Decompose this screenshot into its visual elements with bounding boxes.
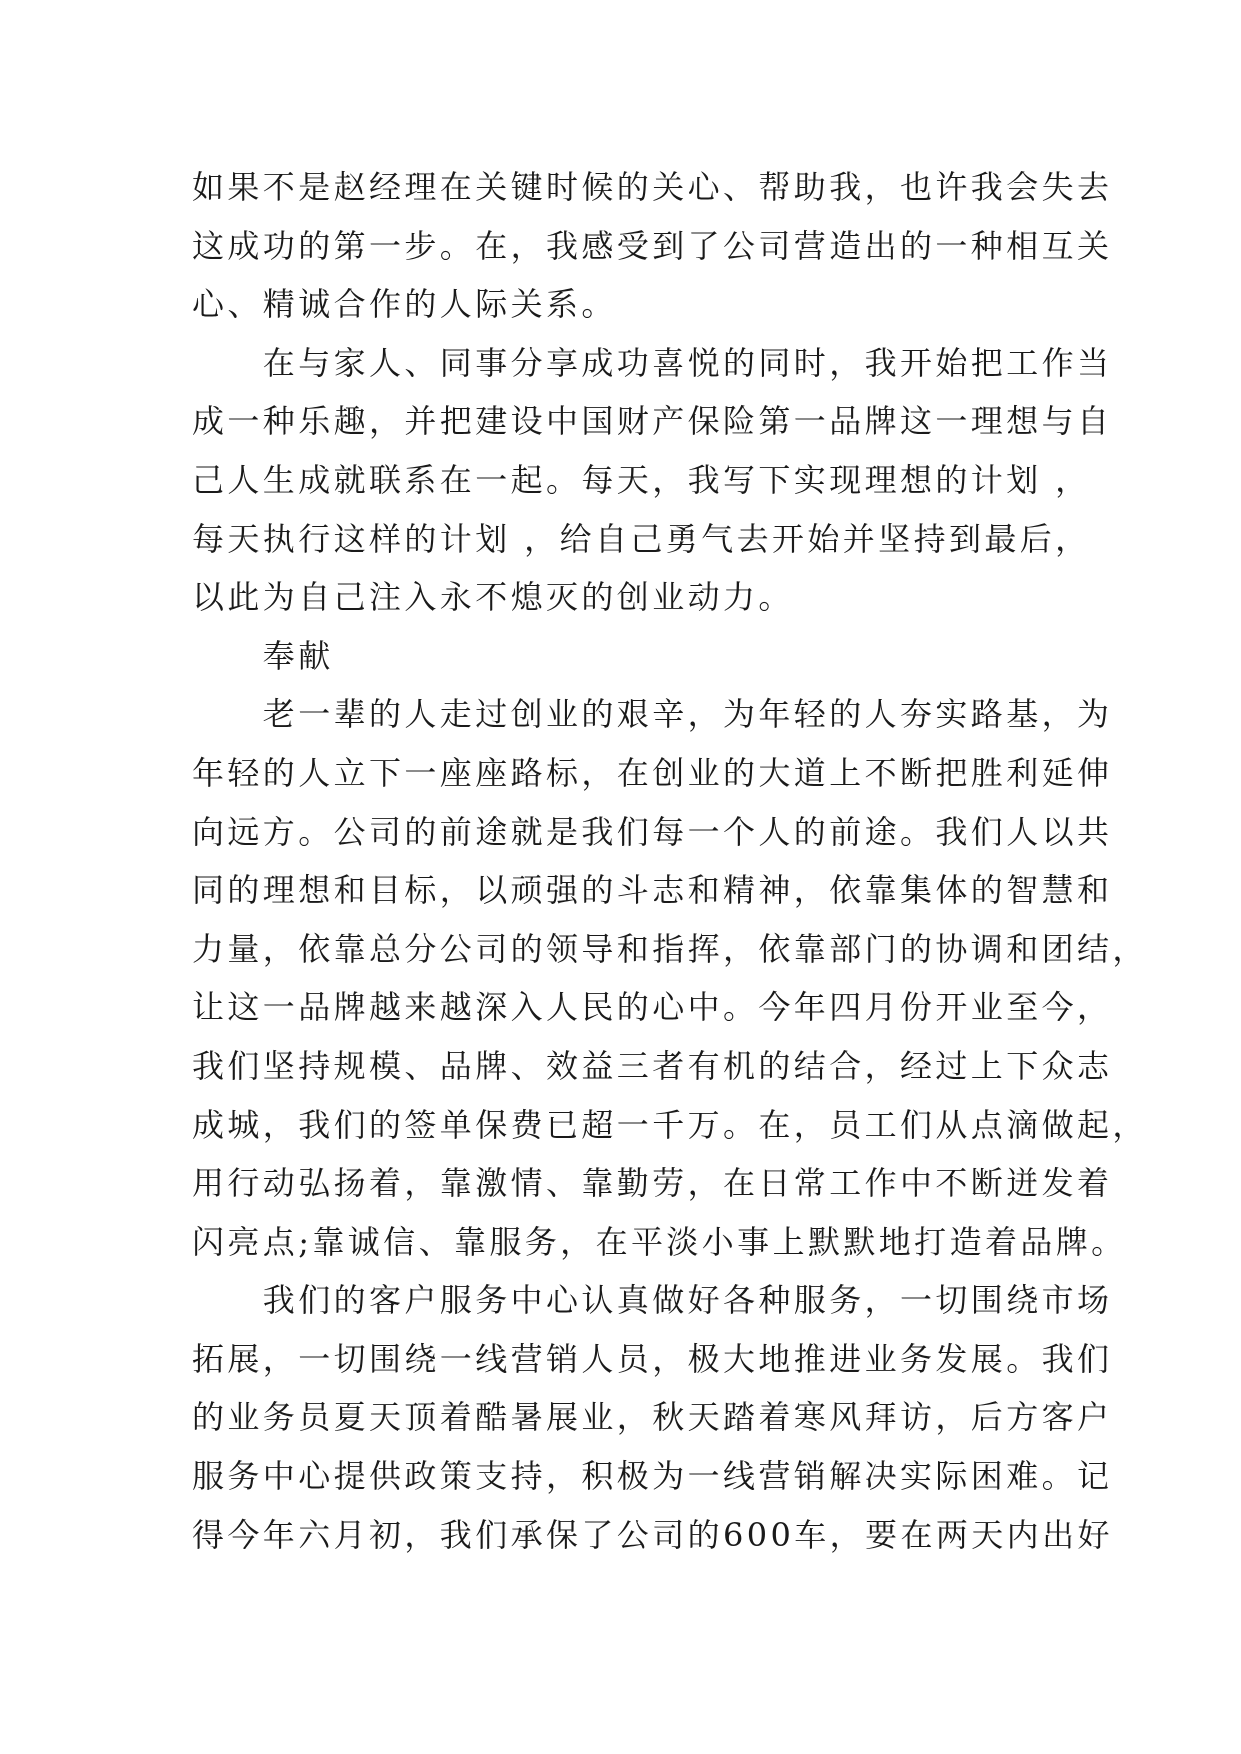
text-line: 每天执行这样的计划 ，给自己勇气去开始并坚持到最后， — [192, 519, 1091, 558]
text-line: 以此为自己注入永不熄灭的创业动力。 — [192, 578, 794, 617]
text-line: 我们坚持规模、品牌、效益三者有机的结合，经过上下众志 — [192, 1046, 1113, 1085]
text-line: 用行动弘扬着，靠激情、靠勤劳，在日常工作中不断迸发着 — [192, 1164, 1113, 1203]
text-line: 拓展，一切围绕一线营销人员，极大地推进业务发展。我们 — [192, 1339, 1113, 1378]
text-line: 让这一品牌越来越深入人民的心中。今年四月份开业至今， — [192, 988, 1113, 1027]
body-text — [192, 158, 1148, 1564]
text-line: 成一种乐趣，并把建设中国财产保险第一品牌这一理想与自 — [192, 402, 1113, 441]
text-line: 力量，依靠总分公司的领导和指挥，依靠部门的协调和团结， — [192, 929, 1148, 968]
text-line: 年轻的人立下一座座路标，在创业的大道上不断把胜利延伸 — [192, 753, 1113, 792]
text-line: 服务中心提供政策支持，积极为一线营销解决实际困难。记 — [192, 1457, 1113, 1496]
text-line: 成城，我们的签单保费已超一千万。在，员工们从点滴做起， — [192, 1105, 1148, 1144]
section-heading: 奉献 — [192, 636, 334, 675]
text-line: 己人生成就联系在一起。每天，我写下实现理想的计划 ， — [192, 460, 1091, 499]
text-line: 的业务员夏天顶着酷暑展业，秋天踏着寒风拜访，后方客户 — [192, 1398, 1113, 1437]
text-line: 心、精诚合作的人际关系。 — [192, 285, 617, 324]
text-line: 这成功的第一步。在，我感受到了公司营造出的一种相互关 — [192, 226, 1113, 265]
text-line: 向远方。公司的前途就是我们每一个人的前途。我们人以共 — [192, 812, 1113, 851]
text-line: 闪亮点;靠诚信、靠服务，在平淡小事上默默地打造着品牌。 — [192, 1222, 1127, 1261]
text-line: 得今年六月初，我们承保了公司的600车，要在两天内出好 — [192, 1515, 1113, 1554]
text-line: 老一辈的人走过创业的艰辛，为年轻的人夯实路基，为 — [192, 695, 1113, 734]
text-line: 我们的客户服务中心认真做好各种服务，一切围绕市场 — [192, 1281, 1113, 1320]
text-line: 在与家人、同事分享成功喜悦的同时，我开始把工作当 — [192, 343, 1113, 382]
text-line: 如果不是赵经理在关键时候的关心、帮助我，也许我会失去 — [192, 168, 1113, 206]
text-line: 同的理想和目标，以顽强的斗志和精神，依靠集体的智慧和 — [192, 871, 1113, 910]
